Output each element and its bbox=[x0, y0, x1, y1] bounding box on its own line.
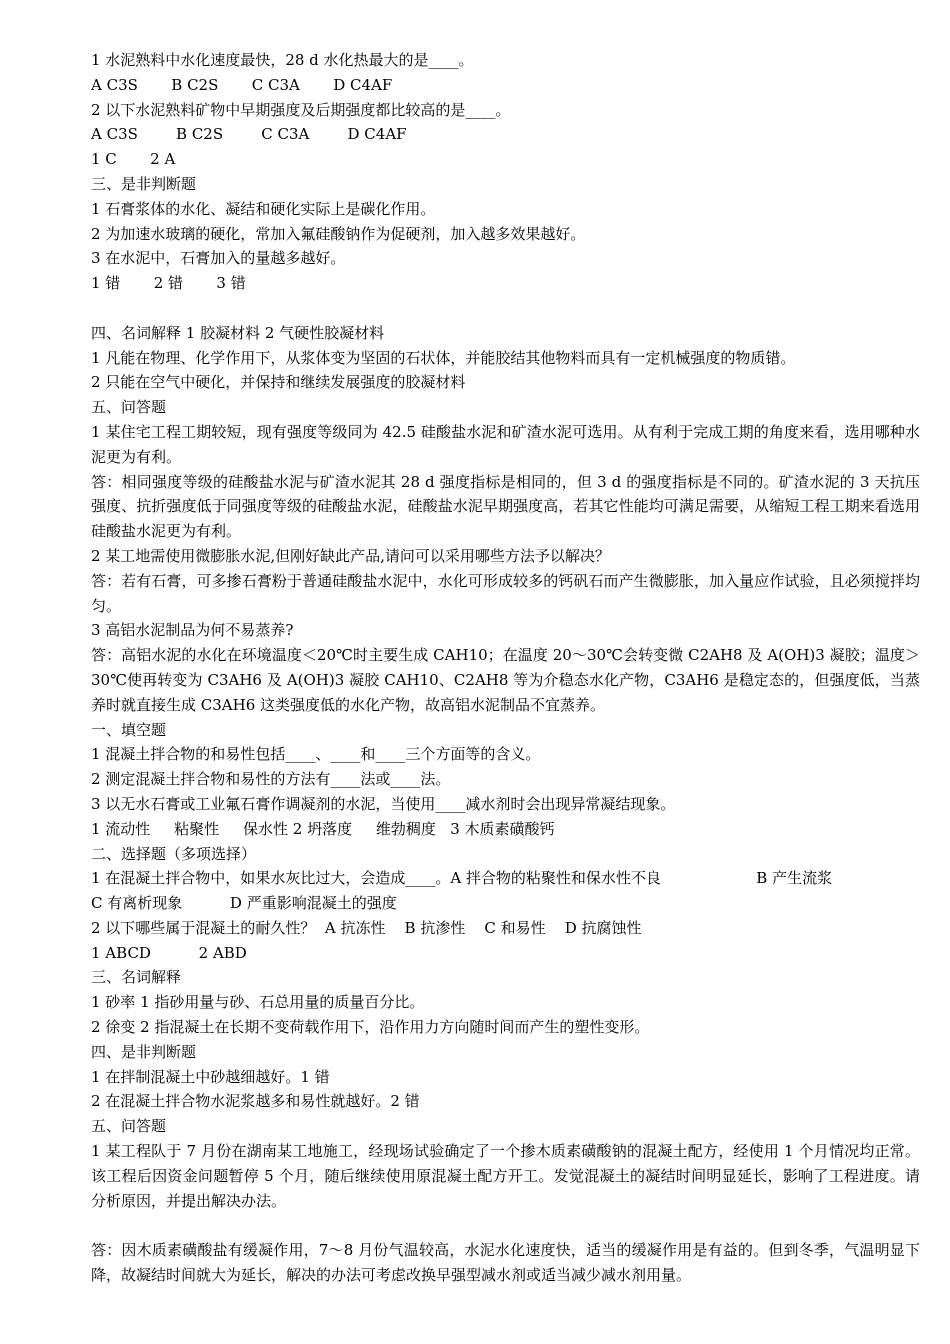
text-line: 2 徐变 2 指混凝土在长期不变荷载作用下，沿作用力方向随时间而产生的塑性变形。 bbox=[91, 1018, 650, 1037]
text-line: 五、问答题 bbox=[91, 398, 167, 417]
text-line: 1 流动性 粘聚性 保水性 2 坍落度 维勃稠度 3 木质素磺酸钙 bbox=[91, 819, 555, 838]
text-paragraph: 答：因木质素磺酸盐有缓凝作用，7～8 月份气温较高，水泥水化速度快，适当的缓凝作用是有益的。但到冬季，气温明显下降，故凝结时间就大为延长，解决的办法可考虑改换早强型减水剂或适当减少减水剂用量。 bbox=[91, 1241, 920, 1285]
text-line: 1 错 2 错 3 错 bbox=[91, 274, 246, 293]
text-line: 一、填空题 bbox=[91, 720, 167, 739]
text-line: 2 只能在空气中硬化，并保持和继续发展强度的胶凝材料 bbox=[91, 373, 466, 392]
text-line: 2 以下水泥熟料矿物中早期强度及后期强度都比较高的是____。 bbox=[91, 100, 511, 119]
document-body bbox=[91, 48, 920, 1288]
text-line: 1 ABCD 2 ABD bbox=[91, 943, 247, 962]
blank-line bbox=[91, 296, 920, 321]
text-line: 2 以下哪些属于混凝土的耐久性？ A 抗冻性 B 抗渗性 C 和易性 D 抗腐蚀性 bbox=[91, 918, 642, 937]
text-line: 五、问答题 bbox=[91, 1117, 167, 1136]
text-paragraph: 答：相同强度等级的硅酸盐水泥与矿渣水泥其 28 d 强度指标是相同的，但 3 d 的强度指标是不同的。矿渣水泥的 3 天抗压强度、抗折强度低于同强度等级的硅酸盐水泥，硅酸盐水泥早期强度高，若其它性能均可满足需要，从缩短工程工期来看选用硅酸盐水泥更为有利。 bbox=[91, 472, 920, 541]
text-line: 二、选择题（多项选择） bbox=[91, 844, 257, 863]
text-line: 1 C 2 A bbox=[91, 150, 176, 169]
text-line: C 有离析现象 D 严重影响混凝土的强度 bbox=[91, 894, 397, 913]
text-line: 四、名词解释 1 胶凝材料 2 气硬性胶凝材料 bbox=[91, 323, 385, 342]
blank-line bbox=[91, 1213, 920, 1238]
text-line: 2 某工地需使用微膨胀水泥,但刚好缺此产品,请问可以采用哪些方法予以解决？ bbox=[91, 546, 610, 565]
text-paragraph: 答：高铝水泥的水化在环境温度＜20℃时主要生成 CAH10；在温度 20～30℃会转变微 C2AH8 及 A(OH)3 凝胶；温度＞30℃使再转变为 C3AH6 及 A(OH)3 凝胶 CAH10、C2AH8 等为介稳态水化产物，C3AH6 是稳定态的，但强度低，当蒸养时就直接生成 C3AH6 这类强度低的水化产物，故高铝水泥制品不宜蒸养。 bbox=[91, 646, 920, 714]
text-line: A C3S B C2S C C3A D C4AF bbox=[91, 75, 393, 94]
text-line: 2 测定混凝土拌合物和易性的方法有____法或____法。 bbox=[91, 770, 451, 789]
text-line: 1 在混凝土拌合物中，如果水灰比过大，会造成____。A 拌合物的粘聚性和保水性不良 B 产生流浆 bbox=[91, 869, 833, 888]
text-line: 三、是非判断题 bbox=[91, 174, 197, 193]
text-line: 3 高铝水泥制品为何不易蒸养? bbox=[91, 621, 294, 640]
text-line: 3 以无水石膏或工业氟石膏作调凝剂的水泥，当使用____减水剂时会出现异常凝结现象。 bbox=[91, 794, 676, 813]
text-line: 四、是非判断题 bbox=[91, 1042, 197, 1061]
text-line: 1 砂率 1 指砂用量与砂、石总用量的质量百分比。 bbox=[91, 993, 425, 1012]
text-line: 3 在水泥中，石膏加入的量越多越好。 bbox=[91, 249, 346, 268]
text-line: 1 凡能在物理、化学作用下，从浆体变为坚固的石状体，并能胶结其他物料而具有一定机械强度的物质错。 bbox=[91, 348, 796, 367]
text-line: 2 为加速水玻璃的硬化，常加入氟硅酸钠作为促硬剂，加入越多效果越好。 bbox=[91, 224, 586, 243]
text-paragraph: 答：若有石膏，可多掺石膏粉于普通硅酸盐水泥中，水化可形成较多的钙矾石而产生微膨胀，加入量应作试验，且必须搅拌均匀。 bbox=[91, 571, 920, 615]
text-line: 2 在混凝土拌合物水泥浆越多和易性就越好。2 错 bbox=[91, 1092, 420, 1111]
text-line: 1 水泥熟料中水化速度最快，28 d 水化热最大的是____。 bbox=[91, 51, 474, 69]
text-paragraph: 1 某工程队于 7 月份在湖南某工地施工，经现场试验确定了一个掺木质素磺酸钠的混凝土配方，经使用 1 个月情况均正常。该工程后因资金问题暂停 5 个月，随后继续使用原混凝土配方开工。发觉混凝土的凝结时间明显延长，影响了工程进度。请分析原因，并提出解决办法。 bbox=[91, 1142, 920, 1210]
text-paragraph: 1 某住宅工程工期较短，现有强度等级同为 42.5 硅酸盐水泥和矿渣水泥可选用。从有利于完成工期的角度来看，选用哪种水泥更为有利。 bbox=[91, 422, 920, 466]
text-line: 1 石膏浆体的水化、凝结和硬化实际上是碳化作用。 bbox=[91, 199, 436, 218]
text-line: 1 在拌制混凝土中砂越细越好。1 错 bbox=[91, 1067, 330, 1086]
text-line: 三、名词解释 bbox=[91, 968, 182, 987]
text-line: A C3S B C2S C C3A D C4AF bbox=[91, 125, 407, 144]
text-line: 1 混凝土拌合物的和易性包括____、____和____三个方面等的含义。 bbox=[91, 745, 541, 764]
